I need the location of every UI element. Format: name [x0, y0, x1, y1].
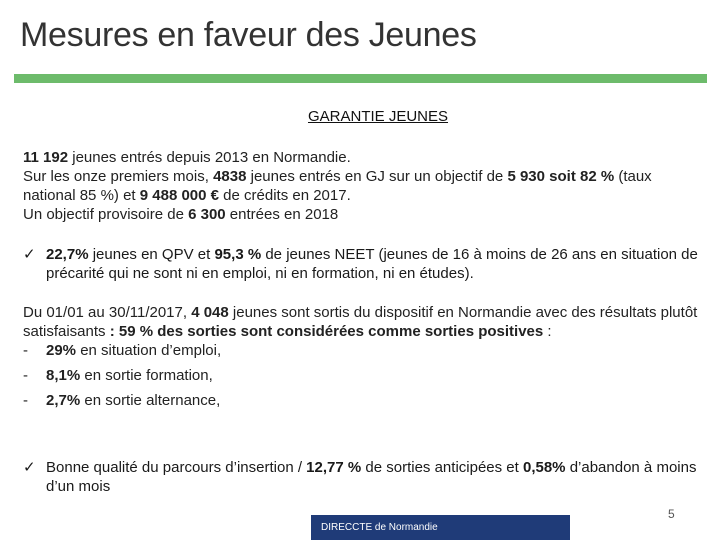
bullet-text-part: de jeunes NEET (jeunes de 16 à moins de 26 ans en situation de précarité qui ne sont ni en emploi, ni en formation, ni en études). [46, 246, 698, 282]
results-value-positive: : 59 % des sorties sont considérées comme sorties positives [109, 323, 544, 340]
intro-text: jeunes entrés en GJ sur un objectif de [246, 168, 508, 185]
intro-text: entrées en 2018 [225, 206, 339, 223]
results-item-value: 2,7% [46, 392, 81, 409]
results-value-exits: 4 048 [191, 304, 229, 321]
intro-text: Un objectif provisoire de [23, 206, 189, 223]
results-item-value: 29% [46, 342, 77, 359]
section-title [0, 108, 720, 125]
intro-text: de crédits en 2017. [219, 187, 351, 204]
intro-text: jeunes entrés depuis 2013 en Normandie. [68, 149, 351, 166]
intro-text: Sur les onze premiers mois, [23, 168, 214, 185]
bullet-value-anticipated: 12,77 % [306, 459, 362, 476]
bullet-value-neet: 95,3 % [214, 246, 262, 263]
page-number: 5 [668, 507, 675, 521]
results-text: jeunes sont sortis du dispositif en Normandie avec des résultats plutôt satisfaisants [23, 304, 698, 340]
results-item-value: 8,1% [46, 367, 81, 384]
checkmark-icon: ✓ [23, 459, 36, 476]
bullet-qpv-neet [23, 245, 703, 283]
intro-paragraph [23, 148, 703, 224]
dash-marker: - [23, 342, 28, 359]
results-paragraph [23, 303, 703, 410]
results-item-text: en situation d’emploi, [76, 342, 222, 359]
intro-line-3 [23, 205, 703, 224]
direccte-logo: DIRECCTE de Normandie [311, 515, 570, 540]
page-title: Mesures en faveur des Jeunes [20, 16, 477, 54]
results-item-text: en sortie formation, [80, 367, 213, 384]
dash-marker: - [23, 392, 28, 409]
results-text: : [543, 323, 552, 340]
bullet-text [46, 245, 703, 283]
intro-value-total: 11 192 [23, 149, 69, 166]
results-text: Du 01/01 au 30/11/2017, [23, 304, 192, 321]
results-item-formation [23, 366, 703, 385]
bullet-value-abandon: 0,58% [522, 459, 566, 476]
bullet-text [46, 458, 703, 496]
intro-value-credits: 9 488 000 € [139, 187, 219, 204]
intro-value-entries: 4838 [213, 168, 247, 185]
results-item-alternance [23, 391, 703, 410]
intro-line-1 [23, 148, 703, 167]
bullet-text-part: Bonne qualité du parcours d’insertion / [46, 459, 307, 476]
intro-text: (taux national 85 %) et [23, 168, 652, 204]
results-item-text: en sortie alternance, [80, 392, 221, 409]
dash-marker: - [23, 367, 28, 384]
bullet-text-part: de sorties anticipées et [361, 459, 523, 476]
bullet-quality [23, 458, 703, 496]
bullet-value-qpv: 22,7% [46, 246, 89, 263]
intro-line-2 [23, 167, 703, 205]
title-underline-bar [14, 74, 707, 83]
section-title-text: GARANTIE JEUNES [307, 108, 449, 125]
intro-value-objective-2018: 6 300 [188, 206, 226, 223]
bullet-text-part: jeunes en QPV et [88, 246, 215, 263]
results-item-employment [23, 341, 703, 360]
bullet-text-part: d’abandon à moins d’un mois [46, 459, 697, 495]
intro-value-objective: 5 930 soit 82 % [507, 168, 615, 185]
results-intro [23, 303, 703, 341]
checkmark-icon: ✓ [23, 246, 36, 263]
